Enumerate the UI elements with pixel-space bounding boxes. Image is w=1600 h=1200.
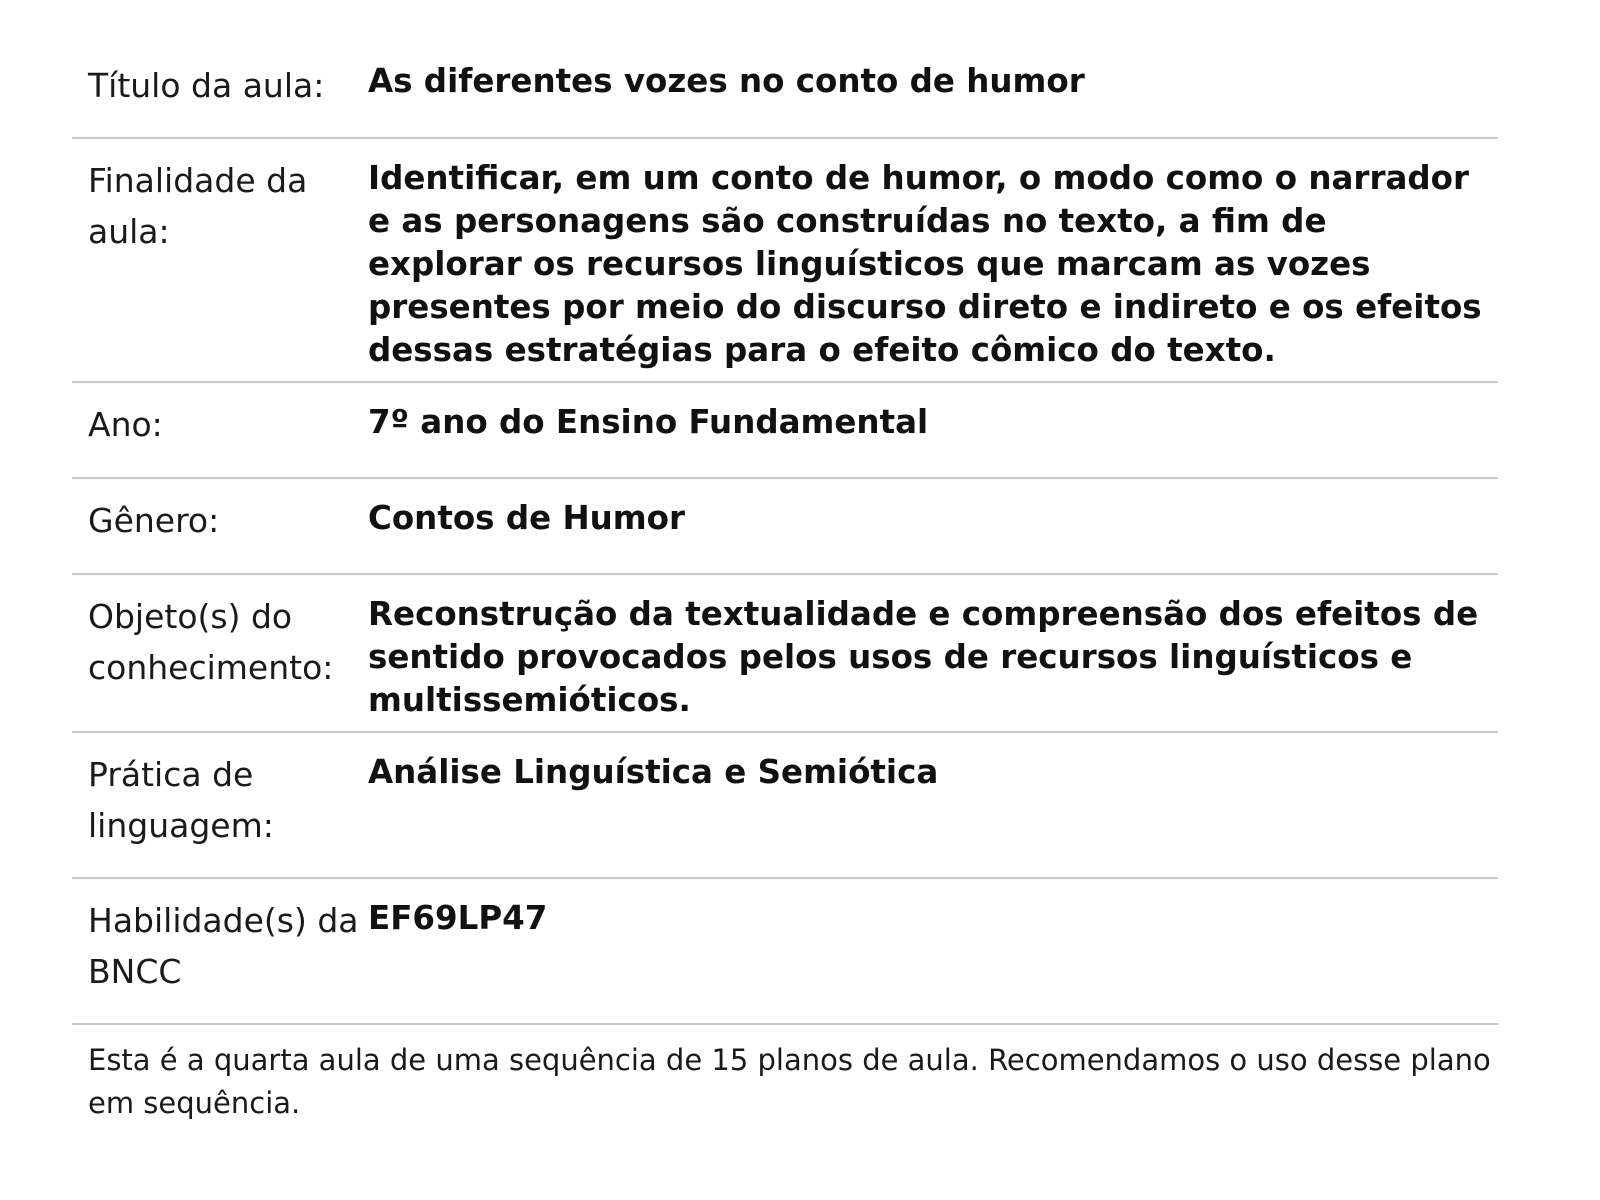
value-ano: 7º ano do Ensino Fundamental: [368, 403, 929, 441]
row-titulo-da-aula: [72, 46, 1498, 138]
value-genero: Contos de Humor: [368, 499, 686, 537]
row-finalidade-da-aula: [72, 138, 1498, 382]
value-titulo-da-aula: As diferentes vozes no conto de humor: [368, 62, 1085, 100]
row-ano: [72, 382, 1498, 478]
value-habilidades-bncc: EF69LP47: [368, 899, 548, 937]
label-titulo-da-aula: Título da aula:: [88, 66, 325, 105]
label-habilidades-bncc: Habilidade(s) da BNCC: [88, 901, 359, 991]
label-genero: Gênero:: [88, 501, 220, 540]
row-habilidades-bncc: [72, 878, 1498, 1024]
lesson-info-table: [72, 46, 1498, 1025]
sequence-footnote: Esta é a quarta aula de uma sequência de 15 planos de aula. Recomendamos o uso desse plano em sequência.: [88, 1043, 1491, 1120]
value-finalidade-da-aula: Identificar, em um conto de humor, o modo como o narrador e as personagens são construídas no texto, a fim de explorar os recursos linguísticos que marcam as vozes presentes por meio do discurso direto e indireto e os efeitos dessas estratégias para o efeito cômico do texto.: [368, 159, 1482, 369]
row-genero: [72, 478, 1498, 574]
value-pratica-de-linguagem: Análise Linguística e Semiótica: [368, 753, 939, 791]
label-objetos-do-conhecimento: Objeto(s) do conhecimento:: [88, 597, 334, 687]
label-ano: Ano:: [88, 405, 163, 444]
label-finalidade-da-aula: Finalidade da aula:: [88, 161, 308, 251]
row-pratica-de-linguagem: [72, 732, 1498, 878]
row-objetos-do-conhecimento: [72, 574, 1498, 732]
label-pratica-de-linguagem: Prática de linguagem:: [88, 755, 274, 845]
value-objetos-do-conhecimento: Reconstrução da textualidade e compreensão dos efeitos de sentido provocados pelos usos de recursos linguísticos e multissemióticos.: [368, 595, 1479, 719]
